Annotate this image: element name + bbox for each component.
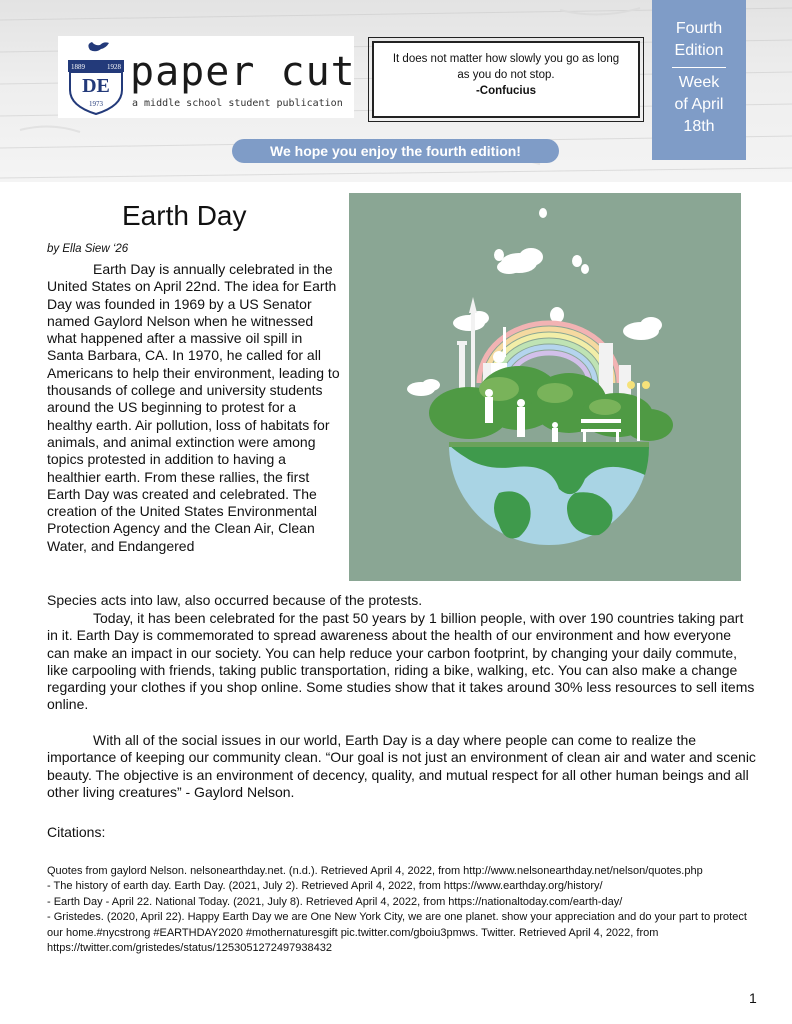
- article-byline: by Ella Siew ‘26: [47, 243, 129, 255]
- citation-item: - Earth Day - April 22. National Today. (2021, July 8). Retrieved April 4, 2022, from https://nationaltoday.com/earth-day/: [47, 895, 623, 908]
- citation-item: - The history of earth day. Earth Day. (2021, July 2). Retrieved April 4, 2022, from https://www.earthday.org/history/: [47, 880, 603, 893]
- publication-logo: [58, 36, 354, 118]
- page-number: 1: [749, 990, 757, 1006]
- edition-divider: [672, 67, 726, 68]
- quote-author: -Confucius: [475, 85, 537, 97]
- quote-box: [372, 41, 640, 118]
- crest-year-left: 1889: [71, 63, 85, 71]
- crest-year-bottom: 1973: [89, 100, 103, 108]
- quote-text: It does not matter how slowly you go as long as you do not stop.: [392, 53, 620, 81]
- citation-item: - Gristedes. (2020, April 22). Happy Earth Day we are One New York City, we are one planet. show your appreciation and do your part to protect our home.#nycstrong #EARTHDAY2020 #mothernaturesgift pic.twitter.com/gboiu3pmws. Twitter. Retrieved April 4, 2022, from https://twitter.com/gristedes/status/1253051272497938432: [47, 911, 747, 955]
- edition-label: Fourth: [675, 20, 723, 37]
- article-paragraph-1: Earth Day is annually celebrated in the United States on April 22nd. The idea for Earth Day was founded in 1969 by a US Senator named Gaylord Nelson when he witnessed what happened after a massive oil spill in Santa Barbara, CA. In 1970, he called for all Americans to help their environment, leading to thousands of college and university students around the US beginning to protest for a healthy earth. Air pollution, loss of habitats for animals, and animal extinction were among topics protested in addition to having a healthier earth. From these rallies, the first Earth Day was created and celebrated. The creation of the United States Environmental Protection Agency and the Clean Air, Clean Water, and Endangered: [47, 261, 340, 554]
- crest-year-right: 1928: [107, 63, 121, 71]
- school-crest-icon: [64, 38, 128, 116]
- publication-subtitle: a middle school student publication: [132, 98, 343, 109]
- earth-day-illustration: [349, 193, 741, 581]
- citations-heading: Citations:: [47, 824, 106, 840]
- article-paragraph-2: Today, it has been celebrated for the past 50 years by 1 billion people, with over 190 countries taking part in it. Earth Day is commemorated to spread awareness about the health of our environment and how everyone can make an impact in our society. You can help reduce your carbon footprint, by changing your daily commute, like carpooling with friends, taking public transportation, riding a bike, walking, etc. You can also make a change regarding your clothes if you shop online. Some studies show that it takes around 30% less resources to sell items online.: [47, 610, 755, 713]
- edition-label-2: Edition: [674, 42, 724, 59]
- article-paragraph-1-continued: Species acts into law, also occurred because of the protests.: [47, 592, 423, 608]
- article-paragraph-3: With all of the social issues in our world, Earth Day is a day where people can come to realize the importance of keeping our community clean. “Our goal is not just an environment of clean air and water and scenic beauty. The objective is an environment of decency, quality, and mutual respect for all other human beings and all other living creatures” - Gaylord Nelson.: [47, 732, 756, 800]
- welcome-banner: We hope you enjoy the fourth edition!: [232, 139, 559, 163]
- week-label-3: 18th: [683, 118, 715, 135]
- edition-panel: [652, 0, 746, 160]
- publication-title: paper cut: [130, 49, 356, 95]
- masthead: [0, 0, 792, 182]
- week-label-2: of April: [674, 96, 724, 113]
- crest-initials: DE: [82, 75, 110, 97]
- citation-item: Quotes from gaylord Nelson. nelsonearthday.net. (n.d.). Retrieved April 4, 2022, from http://www.nelsonearthday.net/nelson/quotes.php: [47, 865, 703, 877]
- citations-list: [47, 864, 759, 956]
- week-label: Week: [678, 74, 720, 91]
- article-headline: Earth Day: [122, 200, 247, 231]
